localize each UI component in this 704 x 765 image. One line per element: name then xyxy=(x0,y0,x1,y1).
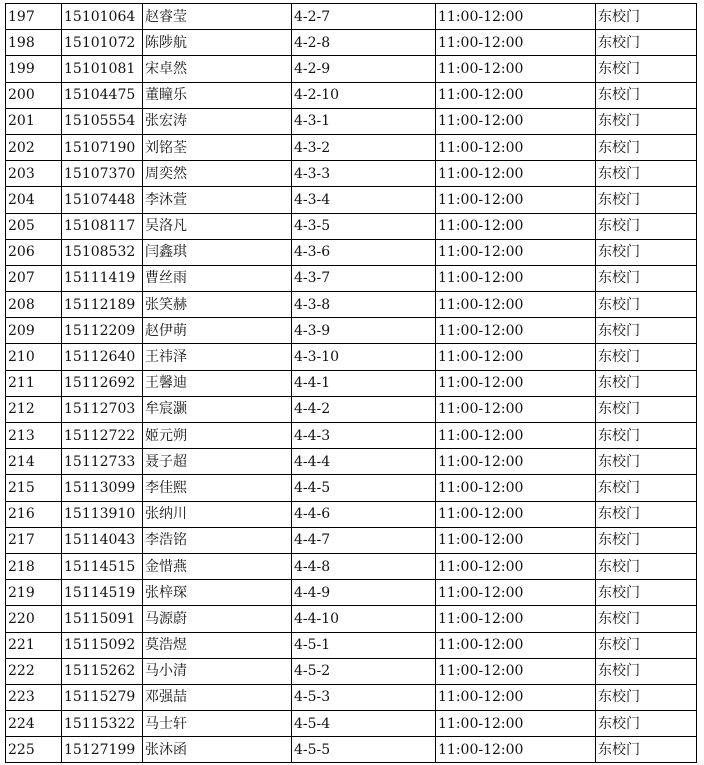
student-id-cell: 15115322 xyxy=(62,711,143,737)
student-name-cell: 马源蔚 xyxy=(143,606,292,632)
table-row xyxy=(6,684,697,710)
time-slot-cell: 11:00-12:00 xyxy=(436,239,596,265)
room-code-cell: 4-3-4 xyxy=(292,187,436,213)
time-slot-cell: 11:00-12:00 xyxy=(436,213,596,239)
room-code-cell: 4-4-6 xyxy=(292,501,436,527)
row-number-cell: 220 xyxy=(6,606,62,632)
room-code-cell: 4-3-8 xyxy=(292,292,436,318)
time-slot-cell: 11:00-12:00 xyxy=(436,370,596,396)
gate-cell: 东校门 xyxy=(596,449,697,475)
row-number-cell: 214 xyxy=(6,449,62,475)
row-number-cell: 211 xyxy=(6,370,62,396)
table-row xyxy=(6,711,697,737)
table-row xyxy=(6,423,697,449)
time-slot-cell: 11:00-12:00 xyxy=(436,187,596,213)
student-id-cell: 15127199 xyxy=(62,737,143,763)
table-row xyxy=(6,239,697,265)
student-name-cell: 莫浩煜 xyxy=(143,632,292,658)
student-name-cell: 王馨迪 xyxy=(143,370,292,396)
student-id-cell: 15112733 xyxy=(62,449,143,475)
time-slot-cell: 11:00-12:00 xyxy=(436,527,596,553)
time-slot-cell: 11:00-12:00 xyxy=(436,632,596,658)
student-id-cell: 15105554 xyxy=(62,108,143,134)
time-slot-cell: 11:00-12:00 xyxy=(436,396,596,422)
student-id-cell: 15112189 xyxy=(62,292,143,318)
student-id-cell: 15101072 xyxy=(62,30,143,56)
room-code-cell: 4-3-7 xyxy=(292,265,436,291)
time-slot-cell: 11:00-12:00 xyxy=(436,580,596,606)
row-number-cell: 221 xyxy=(6,632,62,658)
student-name-cell: 赵睿莹 xyxy=(143,4,292,30)
student-name-cell: 陈陟航 xyxy=(143,30,292,56)
gate-cell: 东校门 xyxy=(596,187,697,213)
student-schedule-sheet xyxy=(5,3,696,763)
time-slot-cell: 11:00-12:00 xyxy=(436,82,596,108)
table-row xyxy=(6,658,697,684)
time-slot-cell: 11:00-12:00 xyxy=(436,658,596,684)
table-row xyxy=(6,580,697,606)
table-body xyxy=(6,4,697,763)
student-id-cell: 15104475 xyxy=(62,82,143,108)
student-name-cell: 闫鑫琪 xyxy=(143,239,292,265)
time-slot-cell: 11:00-12:00 xyxy=(436,449,596,475)
table-row xyxy=(6,4,697,30)
time-slot-cell: 11:00-12:00 xyxy=(436,344,596,370)
student-id-cell: 15112692 xyxy=(62,370,143,396)
student-name-cell: 邓强喆 xyxy=(143,684,292,710)
gate-cell: 东校门 xyxy=(596,82,697,108)
table-row xyxy=(6,553,697,579)
time-slot-cell: 11:00-12:00 xyxy=(436,30,596,56)
gate-cell: 东校门 xyxy=(596,265,697,291)
student-name-cell: 李沐萱 xyxy=(143,187,292,213)
table-row xyxy=(6,265,697,291)
row-number-cell: 205 xyxy=(6,213,62,239)
student-id-cell: 15108532 xyxy=(62,239,143,265)
table-row xyxy=(6,527,697,553)
gate-cell: 东校门 xyxy=(596,580,697,606)
table-row xyxy=(6,606,697,632)
row-number-cell: 206 xyxy=(6,239,62,265)
row-number-cell: 203 xyxy=(6,161,62,187)
room-code-cell: 4-3-1 xyxy=(292,108,436,134)
room-code-cell: 4-2-9 xyxy=(292,56,436,82)
row-number-cell: 213 xyxy=(6,423,62,449)
room-code-cell: 4-5-4 xyxy=(292,711,436,737)
student-id-cell: 15101081 xyxy=(62,56,143,82)
student-name-cell: 聂子超 xyxy=(143,449,292,475)
student-name-cell: 张梓琛 xyxy=(143,580,292,606)
room-code-cell: 4-4-7 xyxy=(292,527,436,553)
room-code-cell: 4-4-8 xyxy=(292,553,436,579)
table-row xyxy=(6,161,697,187)
student-id-cell: 15115091 xyxy=(62,606,143,632)
time-slot-cell: 11:00-12:00 xyxy=(436,684,596,710)
room-code-cell: 4-3-9 xyxy=(292,318,436,344)
student-name-cell: 王祎泽 xyxy=(143,344,292,370)
table-row xyxy=(6,108,697,134)
gate-cell: 东校门 xyxy=(596,606,697,632)
student-name-cell: 马士轩 xyxy=(143,711,292,737)
table-row xyxy=(6,737,697,763)
time-slot-cell: 11:00-12:00 xyxy=(436,108,596,134)
student-name-cell: 董瞳乐 xyxy=(143,82,292,108)
student-id-cell: 15115279 xyxy=(62,684,143,710)
time-slot-cell: 11:00-12:00 xyxy=(436,56,596,82)
student-id-cell: 15111419 xyxy=(62,265,143,291)
student-name-cell: 李浩铭 xyxy=(143,527,292,553)
student-name-cell: 张笑赫 xyxy=(143,292,292,318)
student-id-cell: 15107190 xyxy=(62,134,143,160)
student-name-cell: 张宏涛 xyxy=(143,108,292,134)
room-code-cell: 4-5-3 xyxy=(292,684,436,710)
time-slot-cell: 11:00-12:00 xyxy=(436,501,596,527)
gate-cell: 东校门 xyxy=(596,684,697,710)
student-name-cell: 牟宸灏 xyxy=(143,396,292,422)
time-slot-cell: 11:00-12:00 xyxy=(436,553,596,579)
room-code-cell: 4-2-10 xyxy=(292,82,436,108)
table-row xyxy=(6,344,697,370)
table-row xyxy=(6,82,697,108)
row-number-cell: 207 xyxy=(6,265,62,291)
gate-cell: 东校门 xyxy=(596,213,697,239)
gate-cell: 东校门 xyxy=(596,292,697,318)
gate-cell: 东校门 xyxy=(596,475,697,501)
room-code-cell: 4-2-7 xyxy=(292,4,436,30)
student-id-cell: 15107370 xyxy=(62,161,143,187)
gate-cell: 东校门 xyxy=(596,134,697,160)
row-number-cell: 202 xyxy=(6,134,62,160)
time-slot-cell: 11:00-12:00 xyxy=(436,134,596,160)
student-name-cell: 李佳熙 xyxy=(143,475,292,501)
room-code-cell: 4-3-3 xyxy=(292,161,436,187)
gate-cell: 东校门 xyxy=(596,108,697,134)
student-id-cell: 15112703 xyxy=(62,396,143,422)
gate-cell: 东校门 xyxy=(596,527,697,553)
row-number-cell: 217 xyxy=(6,527,62,553)
row-number-cell: 197 xyxy=(6,4,62,30)
row-number-cell: 216 xyxy=(6,501,62,527)
row-number-cell: 201 xyxy=(6,108,62,134)
gate-cell: 东校门 xyxy=(596,737,697,763)
student-id-cell: 15113099 xyxy=(62,475,143,501)
row-number-cell: 225 xyxy=(6,737,62,763)
gate-cell: 东校门 xyxy=(596,396,697,422)
room-code-cell: 4-4-4 xyxy=(292,449,436,475)
student-id-cell: 15108117 xyxy=(62,213,143,239)
gate-cell: 东校门 xyxy=(596,4,697,30)
time-slot-cell: 11:00-12:00 xyxy=(436,737,596,763)
table-row xyxy=(6,134,697,160)
student-name-cell: 周奕然 xyxy=(143,161,292,187)
room-code-cell: 4-3-2 xyxy=(292,134,436,160)
student-id-cell: 15112640 xyxy=(62,344,143,370)
student-name-cell: 金惜燕 xyxy=(143,553,292,579)
row-number-cell: 204 xyxy=(6,187,62,213)
student-id-cell: 15113910 xyxy=(62,501,143,527)
time-slot-cell: 11:00-12:00 xyxy=(436,4,596,30)
row-number-cell: 212 xyxy=(6,396,62,422)
student-id-cell: 15115092 xyxy=(62,632,143,658)
gate-cell: 东校门 xyxy=(596,501,697,527)
row-number-cell: 209 xyxy=(6,318,62,344)
room-code-cell: 4-2-8 xyxy=(292,30,436,56)
row-number-cell: 208 xyxy=(6,292,62,318)
gate-cell: 东校门 xyxy=(596,370,697,396)
room-code-cell: 4-4-2 xyxy=(292,396,436,422)
row-number-cell: 219 xyxy=(6,580,62,606)
gate-cell: 东校门 xyxy=(596,553,697,579)
row-number-cell: 224 xyxy=(6,711,62,737)
student-schedule-table xyxy=(5,3,697,763)
time-slot-cell: 11:00-12:00 xyxy=(436,318,596,344)
gate-cell: 东校门 xyxy=(596,423,697,449)
time-slot-cell: 11:00-12:00 xyxy=(436,423,596,449)
row-number-cell: 218 xyxy=(6,553,62,579)
time-slot-cell: 11:00-12:00 xyxy=(436,606,596,632)
room-code-cell: 4-4-3 xyxy=(292,423,436,449)
time-slot-cell: 11:00-12:00 xyxy=(436,161,596,187)
row-number-cell: 222 xyxy=(6,658,62,684)
table-row xyxy=(6,30,697,56)
time-slot-cell: 11:00-12:00 xyxy=(436,711,596,737)
table-row xyxy=(6,396,697,422)
gate-cell: 东校门 xyxy=(596,239,697,265)
time-slot-cell: 11:00-12:00 xyxy=(436,475,596,501)
row-number-cell: 200 xyxy=(6,82,62,108)
room-code-cell: 4-5-1 xyxy=(292,632,436,658)
row-number-cell: 215 xyxy=(6,475,62,501)
table-row xyxy=(6,370,697,396)
gate-cell: 东校门 xyxy=(596,161,697,187)
student-name-cell: 吴洛凡 xyxy=(143,213,292,239)
student-name-cell: 曹丝雨 xyxy=(143,265,292,291)
table-row xyxy=(6,187,697,213)
student-id-cell: 15114515 xyxy=(62,553,143,579)
room-code-cell: 4-3-10 xyxy=(292,344,436,370)
student-name-cell: 张纳川 xyxy=(143,501,292,527)
row-number-cell: 223 xyxy=(6,684,62,710)
table-row xyxy=(6,475,697,501)
table-row xyxy=(6,632,697,658)
student-id-cell: 15107448 xyxy=(62,187,143,213)
student-id-cell: 15115262 xyxy=(62,658,143,684)
room-code-cell: 4-3-5 xyxy=(292,213,436,239)
table-row xyxy=(6,292,697,318)
row-number-cell: 210 xyxy=(6,344,62,370)
student-name-cell: 姬元朔 xyxy=(143,423,292,449)
room-code-cell: 4-3-6 xyxy=(292,239,436,265)
student-name-cell: 赵伊萌 xyxy=(143,318,292,344)
row-number-cell: 198 xyxy=(6,30,62,56)
table-row xyxy=(6,56,697,82)
student-id-cell: 15114519 xyxy=(62,580,143,606)
student-id-cell: 15101064 xyxy=(62,4,143,30)
time-slot-cell: 11:00-12:00 xyxy=(436,292,596,318)
room-code-cell: 4-5-5 xyxy=(292,737,436,763)
room-code-cell: 4-4-1 xyxy=(292,370,436,396)
gate-cell: 东校门 xyxy=(596,711,697,737)
table-row xyxy=(6,318,697,344)
gate-cell: 东校门 xyxy=(596,56,697,82)
room-code-cell: 4-4-10 xyxy=(292,606,436,632)
room-code-cell: 4-5-2 xyxy=(292,658,436,684)
student-name-cell: 张沐函 xyxy=(143,737,292,763)
table-row xyxy=(6,213,697,239)
room-code-cell: 4-4-5 xyxy=(292,475,436,501)
student-id-cell: 15112209 xyxy=(62,318,143,344)
row-number-cell: 199 xyxy=(6,56,62,82)
gate-cell: 东校门 xyxy=(596,632,697,658)
student-id-cell: 15114043 xyxy=(62,527,143,553)
gate-cell: 东校门 xyxy=(596,658,697,684)
student-name-cell: 刘铭荃 xyxy=(143,134,292,160)
student-name-cell: 马小清 xyxy=(143,658,292,684)
gate-cell: 东校门 xyxy=(596,30,697,56)
gate-cell: 东校门 xyxy=(596,344,697,370)
room-code-cell: 4-4-9 xyxy=(292,580,436,606)
time-slot-cell: 11:00-12:00 xyxy=(436,265,596,291)
table-row xyxy=(6,449,697,475)
student-id-cell: 15112722 xyxy=(62,423,143,449)
student-name-cell: 宋卓然 xyxy=(143,56,292,82)
gate-cell: 东校门 xyxy=(596,318,697,344)
table-row xyxy=(6,501,697,527)
